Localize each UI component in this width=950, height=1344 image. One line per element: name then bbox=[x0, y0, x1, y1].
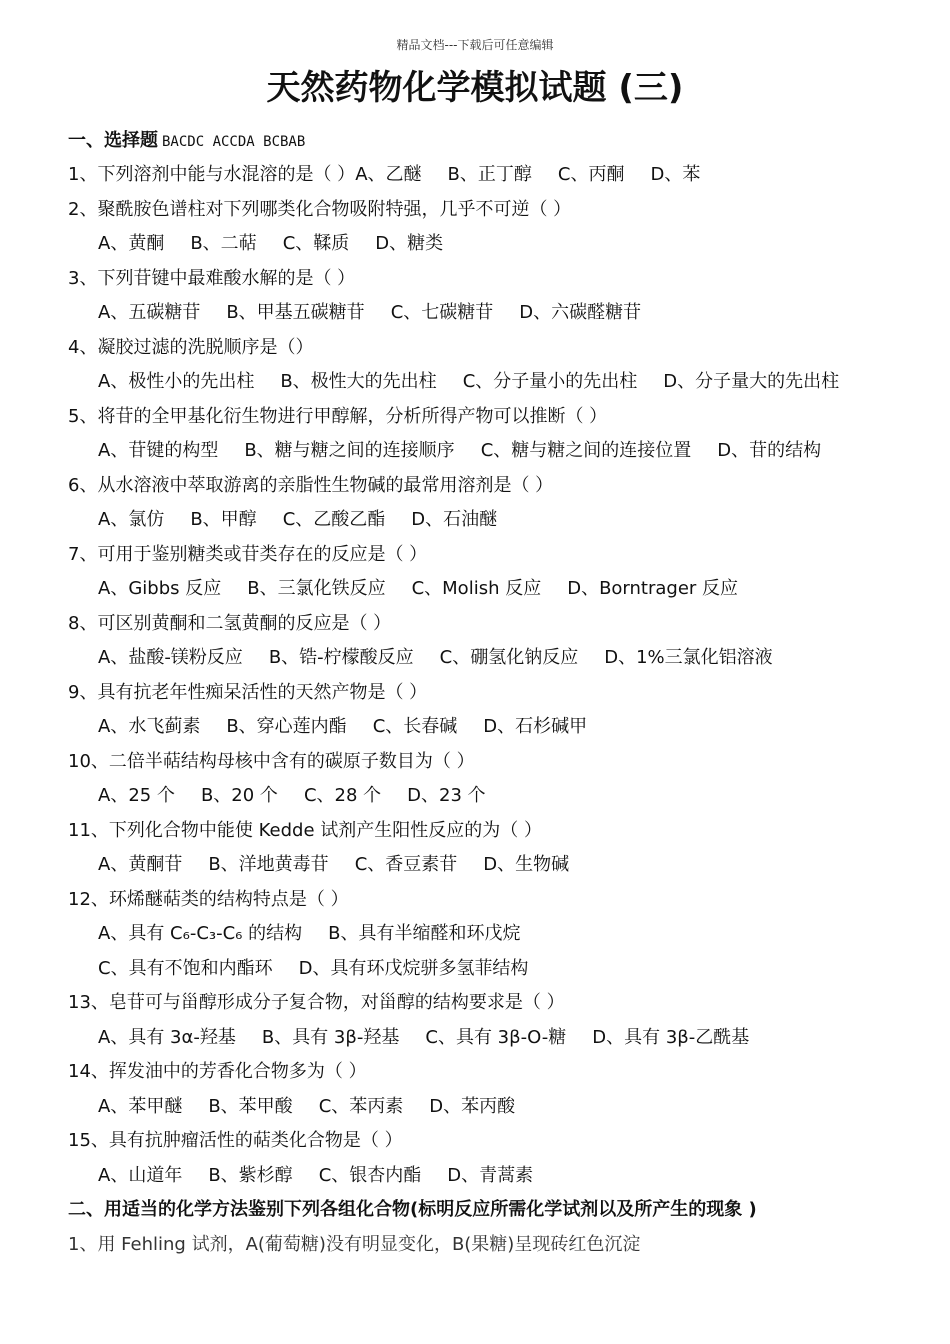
answer-option: A、黄酮 bbox=[98, 233, 165, 254]
question-stem bbox=[68, 986, 888, 1021]
question-text: 7、可用于鉴别糖类或苷类存在的反应是（ ） bbox=[68, 543, 428, 565]
answer-option: D、分子量大的先出柱 bbox=[663, 371, 840, 392]
section1-heading: 一、选择题 bbox=[68, 130, 158, 151]
options-row bbox=[68, 952, 888, 987]
question-text: 9、具有抗老年性痴呆活性的天然产物是（ ） bbox=[68, 681, 428, 703]
question-stem bbox=[68, 400, 888, 435]
answer-option: A、盐酸-镁粉反应 bbox=[98, 647, 243, 668]
answer-option: D、具有环戊烷骈多氢菲结构 bbox=[298, 957, 529, 979]
question-text: 4、凝胶过滤的洗脱顺序是（） bbox=[68, 336, 314, 358]
answer-key: BACDC ACCDA BCBAB bbox=[162, 134, 306, 150]
answer-option: B、糖与糖之间的连接顺序 bbox=[244, 440, 455, 461]
question-text: 14、挥发油中的芳香化合物多为（ ） bbox=[68, 1061, 367, 1082]
options-row bbox=[68, 917, 888, 952]
answer-option: A、水飞蓟素 bbox=[98, 716, 201, 737]
answer-option: D、石油醚 bbox=[411, 509, 498, 530]
answer-option: B、苯甲酸 bbox=[208, 1095, 293, 1117]
answer-option: C、苯丙素 bbox=[318, 1095, 404, 1117]
answer-option: A、山道年 bbox=[98, 1164, 183, 1186]
answer-option: D、23 个 bbox=[407, 785, 486, 806]
page-header: 精品文档---下载后可任意编辑 bbox=[396, 38, 554, 52]
answer-option: B、具有半缩醛和环戊烷 bbox=[328, 923, 521, 944]
identification-answer: 1、用 Fehling 试剂，A(葡萄糖)没有明显变化，B(果糖)呈现砖红色沉淀 bbox=[68, 1233, 641, 1255]
answer-option: C、香豆素苷 bbox=[354, 854, 458, 875]
question-stem bbox=[68, 1055, 888, 1090]
answer-option: A、乙醚 bbox=[355, 164, 422, 185]
answer-option: D、生物碱 bbox=[483, 854, 570, 875]
answer-option: C、鞣质 bbox=[282, 233, 350, 254]
answer-option: B、紫杉醇 bbox=[208, 1164, 293, 1186]
question-text: 8、可区别黄酮和二氢黄酮的反应是（ ） bbox=[68, 612, 392, 634]
answer-option: D、青蒿素 bbox=[447, 1164, 534, 1186]
answer-option: B、甲基五碳糖苷 bbox=[226, 302, 365, 323]
question-stem bbox=[68, 607, 888, 642]
answer-option: C、长春碱 bbox=[372, 716, 458, 737]
answer-option: B、极性大的先出柱 bbox=[280, 371, 437, 392]
answer-option: C、具有不饱和内酯环 bbox=[98, 957, 273, 979]
options-row bbox=[68, 848, 888, 883]
answer-option: D、六碳醛糖苷 bbox=[519, 302, 642, 323]
answer-option: C、硼氢化钠反应 bbox=[439, 647, 579, 668]
answer-option: C、分子量小的先出柱 bbox=[462, 371, 638, 392]
question-text: 3、下列苷键中最难酸水解的是（ ） bbox=[68, 267, 356, 289]
document-title: 天然药物化学模拟试题 (三) bbox=[266, 68, 684, 108]
options-row bbox=[68, 572, 888, 607]
answer-option: D、苯 bbox=[650, 164, 701, 185]
answer-option: B、甲醇 bbox=[190, 509, 257, 530]
answer-option: D、具有 3β-乙酰基 bbox=[592, 1026, 750, 1048]
answer-option: C、Molish 反应 bbox=[411, 578, 542, 599]
question-stem bbox=[68, 262, 888, 297]
answer-option: A、极性小的先出柱 bbox=[98, 371, 255, 392]
answer-option: A、具有 C₆-C₃-C₆ 的结构 bbox=[98, 923, 303, 944]
document-body bbox=[68, 124, 888, 1262]
options-row bbox=[68, 1021, 888, 1056]
answer-option: B、正丁醇 bbox=[447, 164, 532, 185]
question-text: 10、二倍半萜结构母核中含有的碳原子数目为（ ） bbox=[68, 750, 475, 772]
options-row bbox=[68, 1159, 888, 1194]
options-row bbox=[68, 710, 888, 745]
answer-option: D、石杉碱甲 bbox=[483, 716, 588, 737]
options-row bbox=[68, 434, 888, 469]
answer-option: C、糖与糖之间的连接位置 bbox=[480, 440, 692, 461]
answer-option: D、糖类 bbox=[375, 233, 444, 254]
answer-option: A、氯仿 bbox=[98, 509, 165, 530]
options-row bbox=[68, 365, 888, 400]
question-stem bbox=[68, 1124, 888, 1159]
answer-option: A、具有 3α-羟基 bbox=[98, 1026, 236, 1048]
options-row bbox=[68, 779, 888, 814]
options-row bbox=[68, 641, 888, 676]
answer-option: A、25 个 bbox=[98, 785, 175, 806]
options-row bbox=[68, 296, 888, 331]
answer-option: B、锆-柠檬酸反应 bbox=[268, 647, 414, 668]
answer-option: B、20 个 bbox=[200, 785, 278, 806]
question-stem bbox=[68, 331, 888, 366]
question-stem bbox=[68, 158, 888, 193]
question-text: 1、下列溶剂中能与水混溶的是（ ） bbox=[68, 164, 356, 185]
question-stem bbox=[68, 883, 888, 918]
question-list bbox=[68, 158, 888, 1193]
question-text: 12、环烯醚萜类的结构特点是（ ） bbox=[68, 888, 349, 910]
answer-option: B、穿心莲内酯 bbox=[226, 716, 347, 737]
answer-option: C、28 个 bbox=[303, 785, 382, 806]
answer-option: A、五碳糖苷 bbox=[98, 302, 201, 323]
answer-option: A、苯甲醚 bbox=[98, 1095, 183, 1117]
question-text: 2、聚酰胺色谱柱对下列哪类化合物吸附特强，几乎不可逆（ ） bbox=[68, 198, 572, 220]
question-stem bbox=[68, 538, 888, 573]
section2-items bbox=[68, 1228, 888, 1263]
answer-option: C、银杏内酯 bbox=[318, 1164, 422, 1186]
question-stem bbox=[68, 814, 888, 849]
question-stem bbox=[68, 676, 888, 711]
section2-heading: 二、用适当的化学方法鉴别下列各组化合物(标明反应所需化学试剂以及所产生的现象 ) bbox=[68, 1199, 757, 1220]
answer-option: C、丙酮 bbox=[557, 164, 625, 185]
answer-option: A、黄酮苷 bbox=[98, 854, 183, 875]
answer-option: C、乙酸乙酯 bbox=[282, 509, 386, 530]
answer-option: C、具有 3β-O-糖 bbox=[425, 1026, 567, 1048]
answer-option: B、三氯化铁反应 bbox=[247, 578, 386, 599]
question-stem bbox=[68, 469, 888, 504]
question-text: 6、从水溶液中萃取游离的亲脂性生物碱的最常用溶剂是（ ） bbox=[68, 474, 554, 496]
answer-option: D、Borntrager 反应 bbox=[567, 578, 739, 599]
question-text: 11、下列化合物中能使 Kedde 试剂产生阳性反应的为（ ） bbox=[68, 819, 542, 841]
section1-heading-line bbox=[68, 124, 888, 158]
question-stem bbox=[68, 745, 888, 780]
answer-option: B、具有 3β-羟基 bbox=[261, 1026, 400, 1048]
question-text: 13、皂苷可与甾醇形成分子复合物，对甾醇的结构要求是（ ） bbox=[68, 992, 565, 1013]
question-text: 5、将苷的全甲基化衍生物进行甲醇解，分析所得产物可以推断（ ） bbox=[68, 405, 608, 427]
options-row bbox=[68, 503, 888, 538]
answer-option: D、苯丙酸 bbox=[429, 1095, 516, 1117]
answer-option: B、洋地黄毒苷 bbox=[208, 854, 329, 875]
options-row bbox=[68, 227, 888, 262]
answer-option: B、二萜 bbox=[190, 233, 257, 254]
options-row bbox=[68, 1090, 888, 1125]
answer-option: D、苷的结构 bbox=[717, 440, 822, 461]
answer-option: A、Gibbs 反应 bbox=[98, 578, 222, 599]
question-stem bbox=[68, 193, 888, 228]
answer-option: C、七碳糖苷 bbox=[390, 302, 494, 323]
answer-option: A、苷键的构型 bbox=[98, 440, 219, 461]
question-text: 15、具有抗肿瘤活性的萜类化合物是（ ） bbox=[68, 1130, 403, 1151]
answer-option: D、1%三氯化铝溶液 bbox=[604, 647, 773, 668]
